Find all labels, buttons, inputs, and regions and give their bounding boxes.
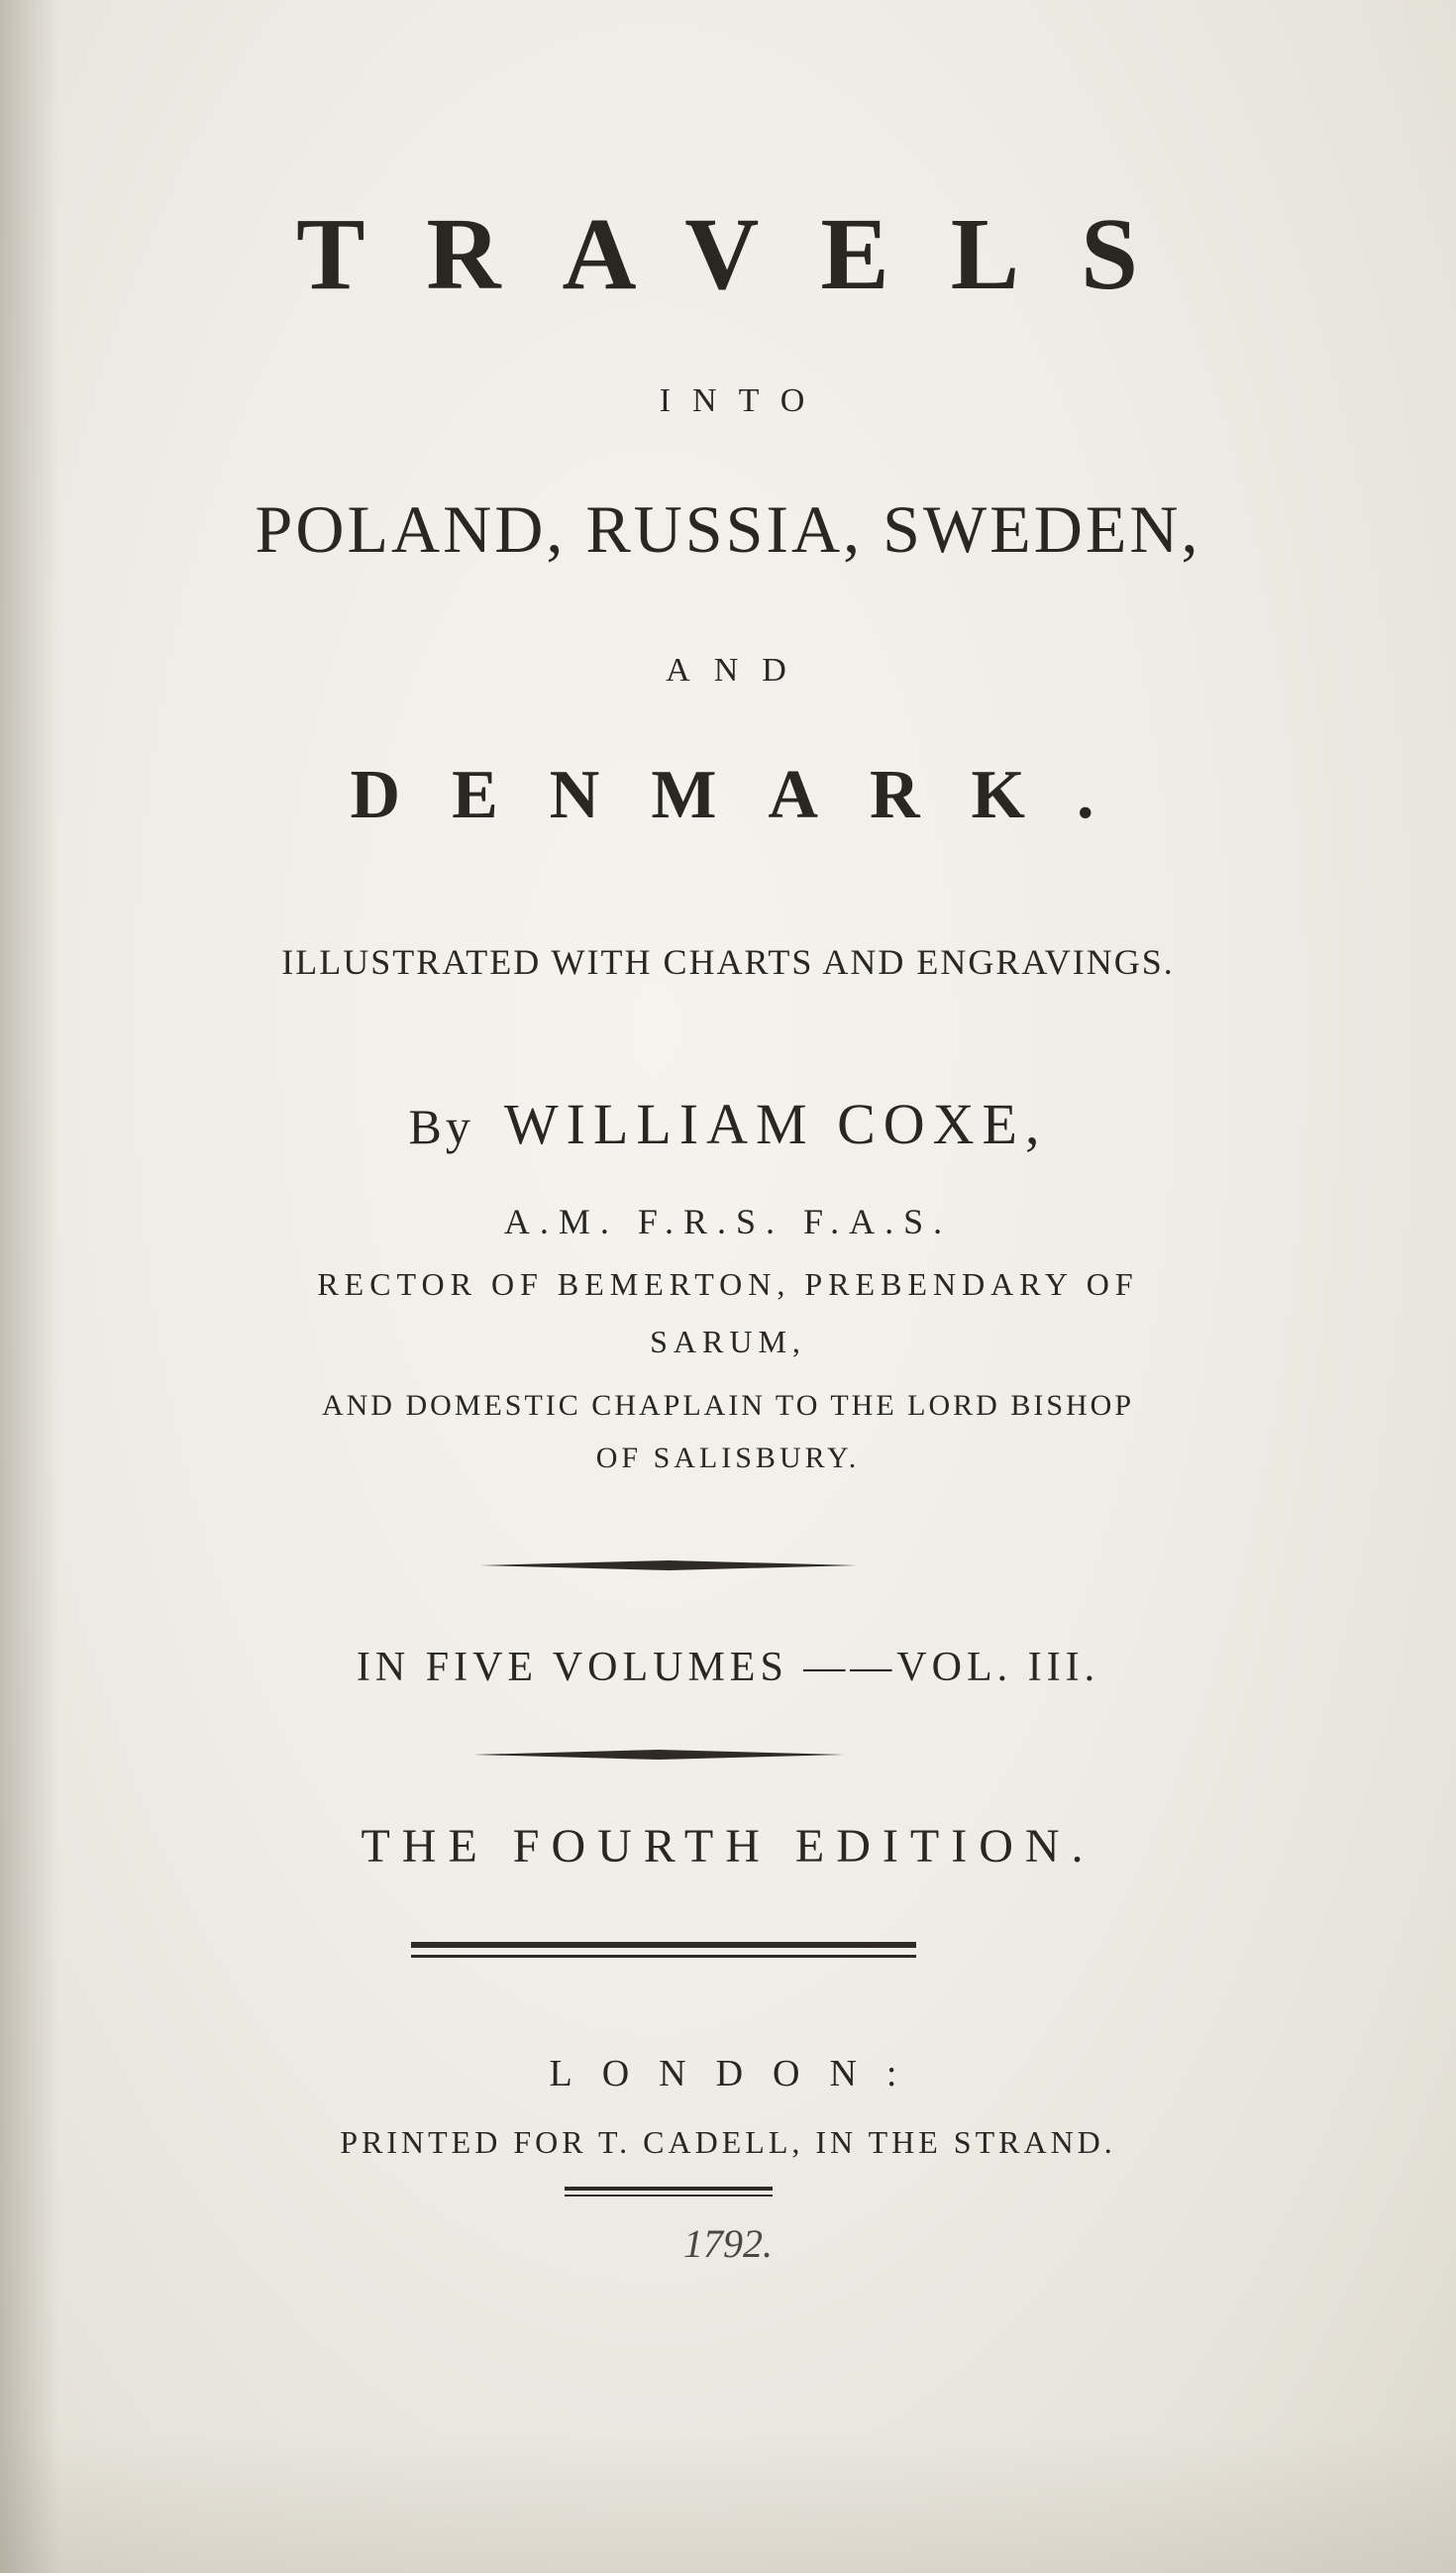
imprint-printer: PRINTED FOR T. CADELL, IN THE STRAND.	[340, 2124, 1116, 2160]
book-title: TRAVELS	[296, 197, 1199, 311]
title-and: AND	[666, 652, 810, 689]
volumes-line: IN FIVE VOLUMES ——VOL. III.	[356, 1645, 1100, 1690]
page-edge-shade	[0, 2434, 1456, 2573]
imprint-year: 1792.	[683, 2221, 773, 2266]
author-salisbury: OF SALISBURY.	[595, 1442, 861, 1474]
author-name: WILLIAM COXE,	[503, 1092, 1048, 1156]
author-rector: RECTOR OF BEMERTON, PREBENDARY OF	[317, 1266, 1139, 1302]
author-chaplain: AND DOMESTIC CHAPLAIN TO THE LORD BISHOP	[321, 1389, 1135, 1422]
short-double-rule	[565, 2185, 773, 2200]
imprint-london: LONDON:	[549, 2053, 927, 2094]
author-line	[0, 1092, 1456, 1156]
author-sarum: SARUM,	[650, 1324, 806, 1359]
title-countries: POLAND, RUSSIA, SWEDEN,	[255, 491, 1201, 567]
title-denmark: DENMARK.	[350, 757, 1146, 833]
author-by: By	[408, 1099, 474, 1154]
double-rule	[411, 1940, 916, 1964]
ornamental-rule-1	[480, 1555, 857, 1575]
edition-line: THE FOURTH EDITION.	[361, 1820, 1095, 1873]
author-credentials: A.M. F.R.S. F.A.S.	[503, 1202, 953, 1241]
title-into: INTO	[659, 382, 827, 419]
illustrated-note: ILLUSTRATED WITH CHARTS AND ENGRAVINGS.	[281, 942, 1175, 982]
ornamental-rule-2	[473, 1745, 844, 1765]
